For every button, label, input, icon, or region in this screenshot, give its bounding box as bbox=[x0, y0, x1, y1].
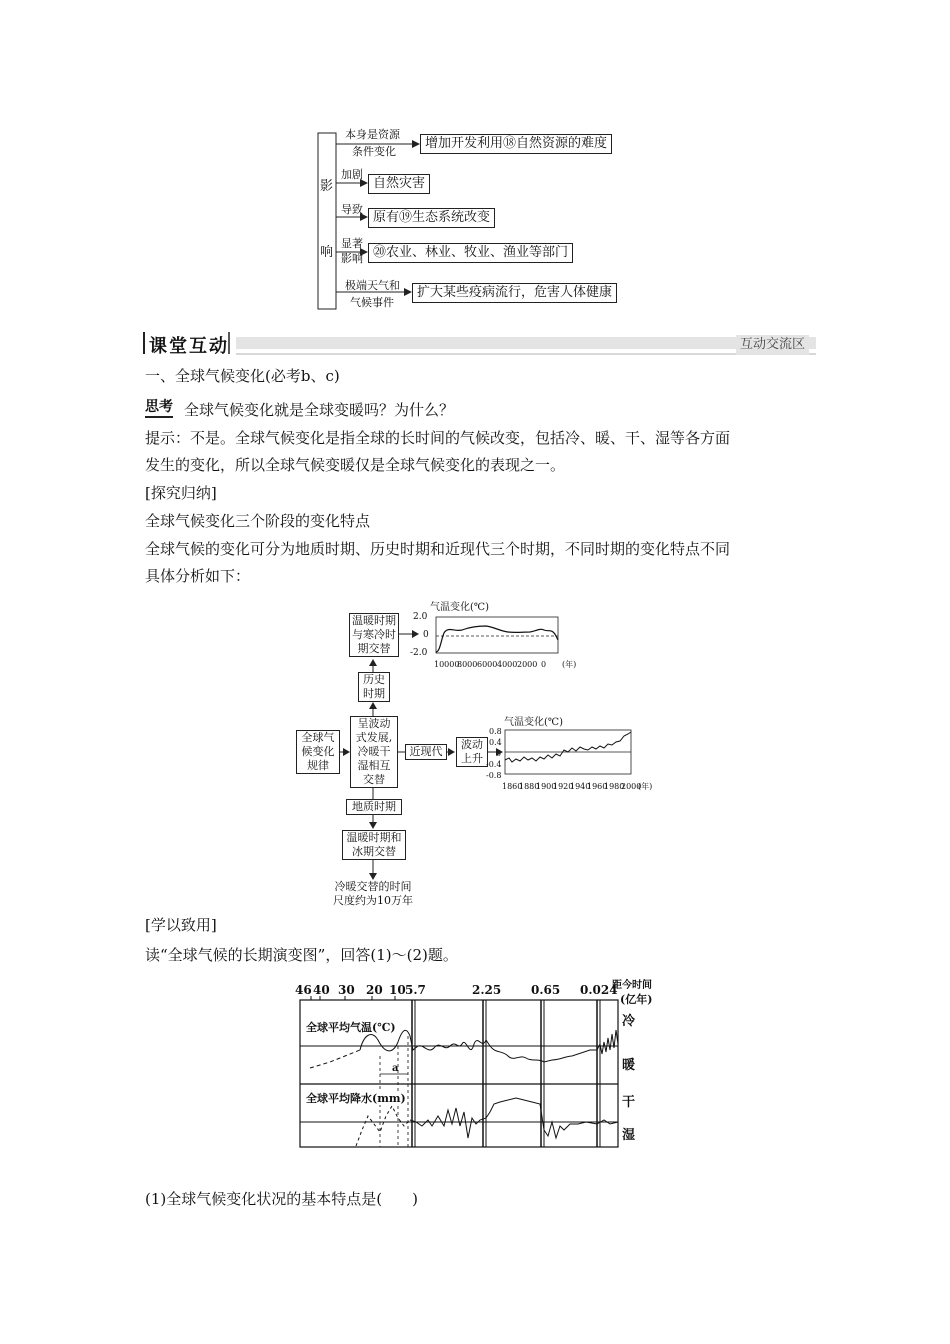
modern-ytick: -0.8 bbox=[486, 771, 502, 780]
branch-box: 增加开发利用⑱自然资源的难度 bbox=[420, 134, 612, 154]
hist-xtick: 6000 bbox=[477, 660, 498, 669]
box-line: 全球气 bbox=[301, 731, 335, 744]
time-tick: 30 bbox=[338, 983, 355, 997]
box-line: 湿相互 bbox=[357, 759, 391, 772]
side-label-bottom: 响 bbox=[320, 245, 334, 260]
modern-xtick: 1880 bbox=[519, 782, 540, 791]
branch-label: 显著 bbox=[341, 237, 363, 250]
box-line: 式发展, bbox=[355, 731, 393, 744]
think-tag: 思考 bbox=[145, 396, 173, 418]
geologic-period-box: 地质时期 bbox=[346, 799, 402, 815]
modern-xtick: 1900 bbox=[536, 782, 557, 791]
branch-label: 气候事件 bbox=[350, 296, 394, 309]
modern-xtick: 1920 bbox=[553, 782, 574, 791]
modern-xtick: 1960 bbox=[587, 782, 608, 791]
box-line: 规律 bbox=[307, 759, 329, 772]
box-line: 冷暖干 bbox=[357, 745, 391, 758]
hist-unit: (年) bbox=[562, 660, 577, 669]
modern-ytick: -0.4 bbox=[486, 760, 502, 769]
time-tick: 0.65 bbox=[531, 983, 561, 997]
heading: 一、全球气候变化(必考b、c) bbox=[145, 367, 340, 385]
branch-label: 条件变化 bbox=[352, 145, 396, 158]
hist-xtick: 8000 bbox=[457, 660, 478, 669]
read-instruction: 读“全球气候的长期演变图”，回答(1)～(2)题。 bbox=[145, 946, 458, 964]
hist-xtick: 10000 bbox=[434, 660, 460, 669]
hist-xtick: 0 bbox=[541, 660, 547, 669]
question: 全球气候变化就是全球变暖吗？为什么？ bbox=[184, 401, 455, 419]
question-1: (1)全球气候变化状况的基本特点是( ) bbox=[145, 1190, 418, 1208]
box-line: 温暖时期 bbox=[352, 614, 396, 627]
time-tick: 46 bbox=[295, 983, 312, 997]
hist-ytick: -2.0 bbox=[410, 648, 428, 658]
subtitle: 全球气候变化三个阶段的变化特点 bbox=[145, 512, 371, 530]
precip-label: 全球平均降水(mm) bbox=[306, 1092, 406, 1105]
hist-chart-title: 气温变化(℃) bbox=[430, 602, 489, 613]
modern-ytick: 0.4 bbox=[489, 738, 502, 747]
wet-label: 湿 bbox=[622, 1128, 636, 1143]
modern-ytick: 0 bbox=[496, 749, 502, 758]
modern-xtick: 1980 bbox=[604, 782, 625, 791]
hist-xtick: 4000 bbox=[497, 660, 518, 669]
modern-ytick: 0.8 bbox=[489, 727, 502, 736]
dry-label: 干 bbox=[622, 1095, 636, 1110]
box-line: 期交替 bbox=[357, 642, 391, 655]
hist-ytick: 0 bbox=[423, 630, 429, 640]
cold-label: 冷 bbox=[622, 1014, 636, 1029]
section-right-label: 互动交流区 bbox=[736, 335, 809, 355]
branch-box: 扩大某些疫病流行，危害人体健康 bbox=[412, 283, 617, 303]
hint-line: 发生的变化，所以全球气候变暖仅是全球气候变化的表现之一。 bbox=[145, 456, 566, 474]
box-line: 冰期交替 bbox=[352, 845, 396, 858]
modern-period-box: 近现代 bbox=[405, 744, 447, 760]
time-tick: 2.25 bbox=[472, 983, 502, 997]
marker-a: a bbox=[392, 1063, 399, 1074]
note-line: 冷暖交替的时间 bbox=[334, 880, 412, 893]
hint-line: 提示：不是。全球气候变化是指全球的长时间的气候改变，包括冷、暖、干、湿等各方面 bbox=[145, 429, 731, 447]
branch-box: 原有⑲生态系统改变 bbox=[368, 208, 495, 228]
hist-xtick: 2000 bbox=[517, 660, 538, 669]
side-label-top: 影 bbox=[320, 179, 334, 194]
explore-label: [探究归纳] bbox=[145, 484, 217, 502]
branch-label: 极端天气和 bbox=[345, 279, 400, 292]
paragraph-line: 全球气候的变化可分为地质时期、历史时期和近现代三个时期，不同时期的变化特点不同 bbox=[145, 540, 731, 558]
box-line: 与寒冷时 bbox=[352, 628, 396, 641]
note-line: 尺度约为10万年 bbox=[333, 894, 413, 907]
branch-label: 导致 bbox=[341, 203, 363, 216]
branch-box: 自然灾害 bbox=[368, 174, 430, 194]
time-tick: 10 bbox=[389, 983, 406, 997]
time-tick: 20 bbox=[366, 983, 383, 997]
warm-label: 暖 bbox=[622, 1058, 636, 1073]
apply-label: [学以致用] bbox=[145, 916, 217, 934]
paragraph-line: 具体分析如下： bbox=[145, 567, 251, 585]
box-line: 呈波动 bbox=[357, 717, 391, 730]
modern-chart-title: 气温变化(℃) bbox=[504, 717, 563, 728]
branch-label: 影响 bbox=[341, 252, 363, 265]
box-line: 候变化 bbox=[301, 745, 335, 758]
modern-xtick: 2000 bbox=[621, 782, 642, 791]
hist-ytick: 2.0 bbox=[413, 612, 428, 622]
time-tick: 0.024 bbox=[580, 983, 618, 997]
section-title: 课堂互动 bbox=[149, 336, 229, 357]
axis-label: (亿年) bbox=[620, 993, 653, 1006]
box-line: 历史 bbox=[363, 673, 385, 686]
box-line: 交替 bbox=[363, 773, 385, 786]
axis-label: 距今时间 bbox=[612, 980, 652, 991]
modern-xtick: 1940 bbox=[570, 782, 591, 791]
time-tick: 40 bbox=[313, 983, 330, 997]
branch-label: 加剧 bbox=[341, 168, 363, 181]
temp-label: 全球平均气温(℃) bbox=[306, 1021, 396, 1034]
box-line: 温暖时期和 bbox=[346, 831, 402, 844]
box-line: 时期 bbox=[363, 687, 385, 700]
branch-label: 本身是资源 bbox=[345, 128, 400, 141]
branch-box: ⑳农业、林业、牧业、渔业等部门 bbox=[368, 243, 573, 263]
modern-unit: (年) bbox=[638, 782, 653, 791]
time-tick: 5.7 bbox=[405, 983, 426, 997]
box-line: 波动 bbox=[461, 738, 483, 751]
modern-xtick: 1860 bbox=[502, 782, 523, 791]
box-line: 上升 bbox=[461, 752, 483, 765]
